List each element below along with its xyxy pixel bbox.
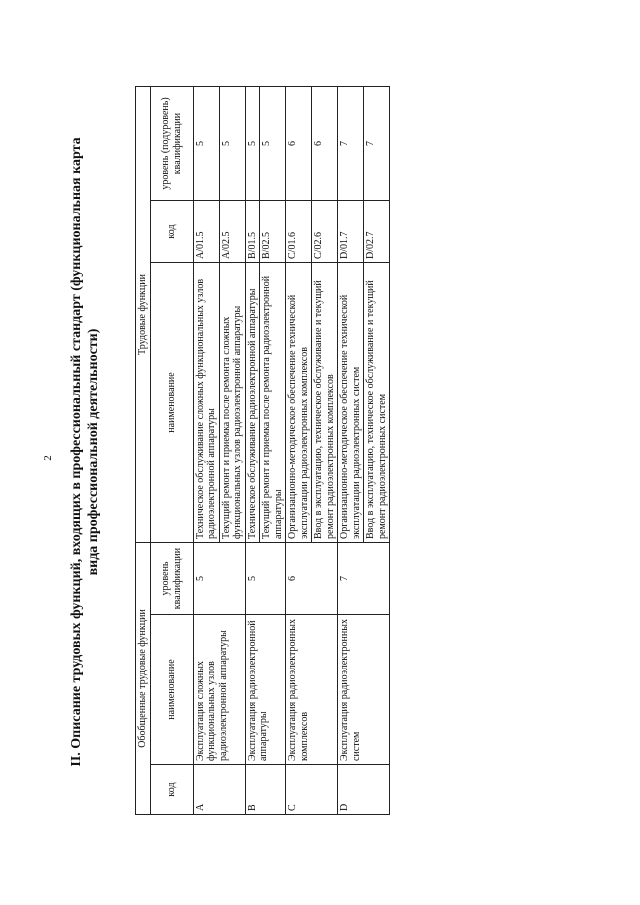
function-level: 7 xyxy=(364,87,390,201)
group-name: Эксплуатация сложных функциональных узлов радиоэлектронной аппаратуры xyxy=(193,615,245,765)
function-level: 5 xyxy=(245,87,260,201)
group-code: A xyxy=(193,765,245,815)
table-row xyxy=(193,87,219,815)
table-row xyxy=(338,87,364,815)
function-code: D/01.7 xyxy=(338,201,364,263)
function-name: Ввод в эксплуатацию, техническое обслуживание и текущий ремонт радиоэлектронных систем xyxy=(364,263,390,543)
function-code: C/01.6 xyxy=(286,201,312,263)
group-name: Эксплуатация радиоэлектронной аппаратуры xyxy=(245,615,286,765)
function-name: Организационно-методическое обеспечение технической эксплуатации радиоэлектронных систем xyxy=(338,263,364,543)
function-level: 5 xyxy=(260,87,286,201)
function-code: D/02.7 xyxy=(364,201,390,263)
group-level: 6 xyxy=(286,543,338,615)
table-row xyxy=(245,87,260,815)
column-header-level: уровень квалификации xyxy=(150,543,193,615)
function-code: B/01.5 xyxy=(245,201,260,263)
column-header-tf-name: наименование xyxy=(150,263,193,543)
column-header-name: наименование xyxy=(150,615,193,765)
table-row xyxy=(286,87,312,815)
function-name: Ввод в эксплуатацию, техническое обслуживание и текущий ремонт радиоэлектронных комплексов xyxy=(312,263,338,543)
function-name: Техническое обслуживание сложных функциональных узлов радиоэлектронной аппаратуры xyxy=(193,263,219,543)
group-name: Эксплуатация радиоэлектронных систем xyxy=(338,615,390,765)
group-level: 5 xyxy=(193,543,245,615)
function-level: 6 xyxy=(312,87,338,201)
function-level: 7 xyxy=(338,87,364,201)
function-name: Организационно-методическое обеспечение технической эксплуатации радиоэлектронных комплексов xyxy=(286,263,312,543)
function-name: Техническое обслуживание радиоэлектронной аппаратуры xyxy=(245,263,260,543)
group-level: 7 xyxy=(338,543,390,615)
table-group-header-row xyxy=(136,87,151,815)
group-code: C xyxy=(286,765,338,815)
labor-functions-header: Трудовые функции xyxy=(136,87,151,543)
generalized-functions-header: Обобщенные трудовые функции xyxy=(136,543,151,815)
rotated-page-content xyxy=(60,57,580,847)
group-level: 5 xyxy=(245,543,286,615)
functional-map-table xyxy=(135,86,390,815)
column-header-code: код xyxy=(150,765,193,815)
group-code: B xyxy=(245,765,286,815)
function-code: B/02.5 xyxy=(260,201,286,263)
function-code: A/02.5 xyxy=(219,201,245,263)
function-level: 5 xyxy=(193,87,219,201)
section-heading: II. Описание трудовых функций, входящих в профессиональный стандарт (функциональная карта вида профессиональной деятельности) xyxy=(69,137,101,767)
function-name: Текущий ремонт и приемка после ремонта радиоэлектронной аппаратуры xyxy=(260,263,286,543)
function-level: 6 xyxy=(286,87,312,201)
function-code: A/01.5 xyxy=(193,201,219,263)
page-number: 2 xyxy=(42,455,54,461)
group-code: D xyxy=(338,765,390,815)
column-header-tf-code: код xyxy=(150,201,193,263)
group-name: Эксплуатация радиоэлектронных комплексов xyxy=(286,615,338,765)
function-name: Текущий ремонт и приемка после ремонта сложных функциональных узлов радиоэлектронной аппаратуры xyxy=(219,263,245,543)
function-level: 5 xyxy=(219,87,245,201)
function-code: C/02.6 xyxy=(312,201,338,263)
table-column-header-row xyxy=(150,87,193,815)
column-header-tf-level: уровень (подуровень) квалификации xyxy=(150,87,193,201)
